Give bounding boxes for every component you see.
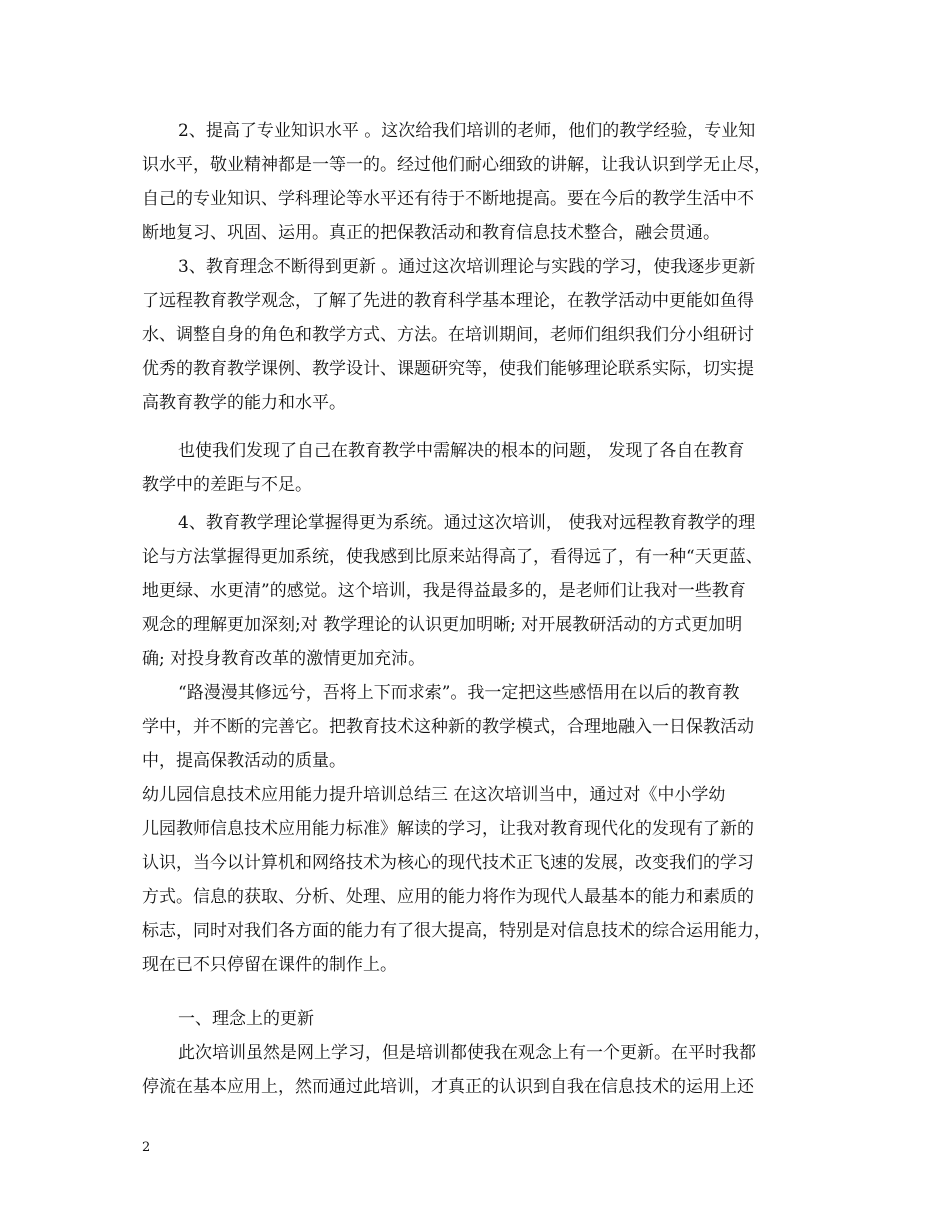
- text-line: 自己的专业知识、学科理论等水平还有待于不断地提高。要在今后的教学生活中不: [142, 189, 754, 209]
- text-line: 标志，同时对我们各方面的能力有了很大提高，特别是对信息技术的综合运用能力，: [142, 921, 771, 941]
- text-line: 此次培训虽然是网上学习，但是培训都使我在观念上有一个更新。在平时我都: [178, 1043, 756, 1063]
- text-line: 幼儿园信息技术应用能力提升培训总结三 在这次培训当中，通过对《中小学幼: [142, 785, 726, 805]
- text-line: 高教育教学的能力和水平。: [142, 393, 346, 413]
- text-line: “路漫漫其修远兮，吾将上下而求索”。我一定把这些感悟用在以后的教育教: [178, 683, 740, 703]
- text-line: 停流在基本应用上，然而通过此培训，才真正的认识到自我在信息技术的运用上还: [142, 1077, 754, 1097]
- section-heading: 一、理念上的更新: [178, 1009, 314, 1029]
- text-line: 识水平，敬业精神都是一等一的。经过他们耐心细致的讲解，让我认识到学无止尽，: [142, 155, 771, 175]
- text-line: 断地复习、巩固、运用。真正的把保教活动和教育信息技术整合，融会贯通。: [142, 223, 720, 243]
- text-line: 水、调整自身的角色和教学方式、方法。在培训期间，老师们组织我们分小组研讨: [142, 325, 754, 345]
- text-line: 现在已不只停留在课件的制作上。: [142, 955, 397, 975]
- text-line: 论与方法掌握得更加系统，使我感到比原来站得高了，看得远了，有一种“天更蓝、: [142, 547, 763, 567]
- text-line: 3、教育理念不断得到更新 。通过这次培训理论与实践的学习，使我逐步更新: [178, 257, 756, 277]
- text-line: 也使我们发现了自己在教育教学中需解决的根本的问题， 发现了各自在教育: [178, 441, 745, 461]
- text-line: 中，提高保教活动的质量。: [142, 751, 346, 771]
- text-line: 学中，并不断的完善它。把教育技术这种新的教学模式，合理地融入一日保教活动: [142, 717, 754, 737]
- text-line: 地更绿、水更清”的感觉。这个培训，我是得益最多的，是老师们让我对一些教育: [142, 581, 746, 601]
- text-line: 观念的理解更加深刻;对 教学理论的认识更加明晰; 对开展教研活动的方式更加明: [142, 615, 743, 635]
- text-line: 2、提高了专业知识水平 。这次给我们培训的老师，他们的教学经验，专业知: [178, 121, 756, 141]
- text-line: 确; 对投身教育改革的激情更加充沛。: [142, 649, 426, 669]
- page-number: 2: [142, 1140, 151, 1155]
- text-line: 4、教育教学理论掌握得更为系统。通过这次培训， 使我对远程教育教学的理: [178, 513, 756, 533]
- text-line: 认识，当今以计算机和网络技术为核心的现代技术正飞速的发展，改变我们的学习: [142, 853, 754, 873]
- text-line: 教学中的差距与不足。: [142, 475, 312, 495]
- text-line: 方式。信息的获取、分析、处理、应用的能力将作为现代人最基本的能力和素质的: [142, 887, 754, 907]
- text-line: 儿园教师信息技术应用能力标准》解读的学习，让我对教育现代化的发现有了新的: [142, 819, 754, 839]
- text-line: 优秀的教育教学课例、教学设计、课题研究等，使我们能够理论联系实际，切实提: [142, 359, 754, 379]
- text-line: 了远程教育教学观念，了解了先进的教育科学基本理论，在教学活动中更能如鱼得: [142, 291, 754, 311]
